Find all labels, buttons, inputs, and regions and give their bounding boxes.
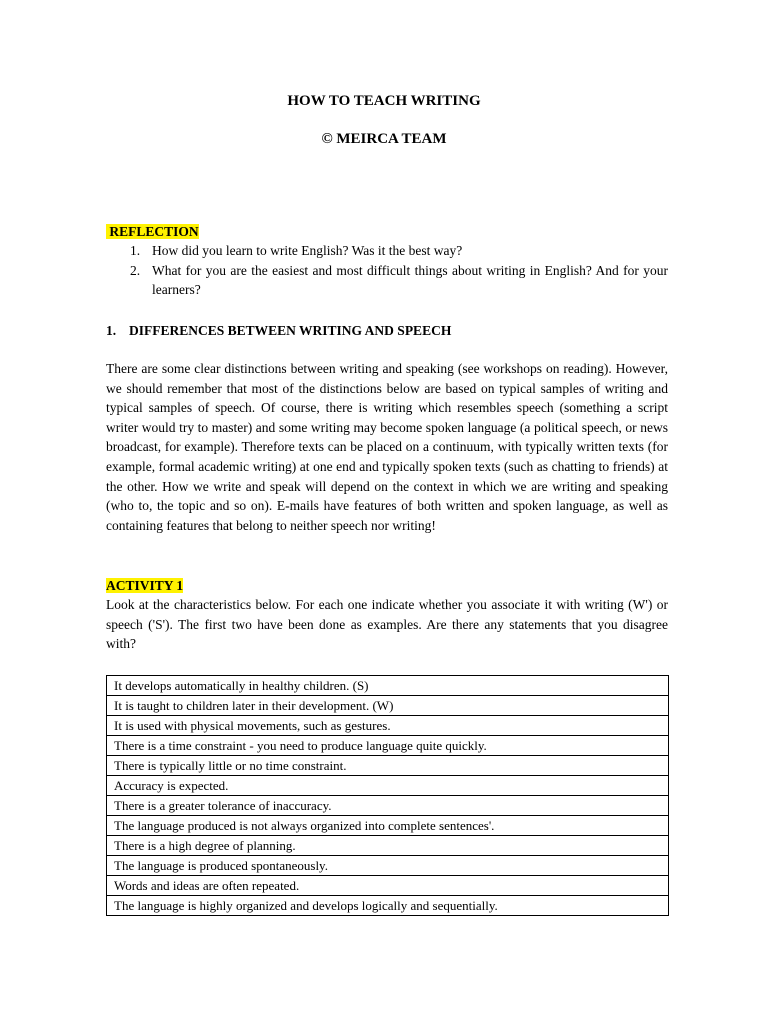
section-paragraph: There are some clear distinctions between writing and speaking (see workshops on reading). However, we should remember that most of the distinctions below are based on typical samples of writing and typical samples of speech. Of course, there is writing which resembles speech (something a script writer would try to master) and some writing may become spoken language (a political speech, or news broadcast, for example). Therefore texts can be placed on a continuum, with typically written texts (for example, formal academic writing) at one end and typically spoken texts (such as chatting to friends) at the other. How we write and speak will depend on the context in which we are writing and speaking (who to, the topic and so on). E-mails have features of both written and spoken language, as well as containing features that belong to neither speech nor writing!: [106, 361, 668, 533]
table-row: [107, 756, 669, 776]
document-author: © MEIRCA TEAM: [321, 131, 447, 147]
table-row: [107, 716, 669, 736]
activity-heading: ACTIVITY 1: [106, 578, 184, 593]
table-cell: The language is produced spontaneously.: [107, 856, 669, 876]
table-row: [107, 736, 669, 756]
table-row: [107, 876, 669, 896]
activity-heading-row: [106, 576, 668, 596]
reflection-questions: [106, 241, 668, 300]
reflection-question: 1. How did you learn to write English? Was it the best way?: [130, 243, 463, 258]
table-cell: It is used with physical movements, such as gestures.: [107, 716, 669, 736]
table-row: [107, 676, 669, 696]
table-row: [107, 696, 669, 716]
activity-instructions: Look at the characteristics below. For each one indicate whether you associate it with writing (W') or speech ('S'). The first two have been done as examples. Are there any statements that you disagree with?: [106, 597, 668, 652]
table-cell: It develops automatically in healthy children. (S): [107, 676, 669, 696]
table-row: [107, 796, 669, 816]
table-cell: There is a time constraint - you need to produce language quite quickly.: [107, 736, 669, 756]
table-cell: The language produced is not always organized into complete sentences'.: [107, 816, 669, 836]
table-cell: There is a greater tolerance of inaccuracy.: [107, 796, 669, 816]
reflection-heading-row: [106, 222, 668, 242]
table-row: [107, 816, 669, 836]
reflection-question: 2. What for you are the easiest and most difficult things about writing in English? And for your learners?: [130, 262, 668, 298]
section-heading: 1. DIFFERENCES BETWEEN WRITING AND SPEECH: [106, 323, 452, 338]
table-cell: There is typically little or no time constraint.: [107, 756, 669, 776]
table-cell: Accuracy is expected.: [107, 776, 669, 796]
table-row: [107, 896, 669, 916]
table-row: [107, 836, 669, 856]
table-cell: Words and ideas are often repeated.: [107, 876, 669, 896]
reflection-heading: REFLECTION: [106, 224, 199, 239]
document-title: HOW TO TEACH WRITING: [287, 93, 481, 109]
table-cell: It is taught to children later in their development. (W): [107, 696, 669, 716]
table-cell: There is a high degree of planning.: [107, 836, 669, 856]
table-row: [107, 856, 669, 876]
characteristics-table: [106, 675, 669, 916]
table-row: [107, 776, 669, 796]
table-cell: The language is highly organized and develops logically and sequentially.: [107, 896, 669, 916]
